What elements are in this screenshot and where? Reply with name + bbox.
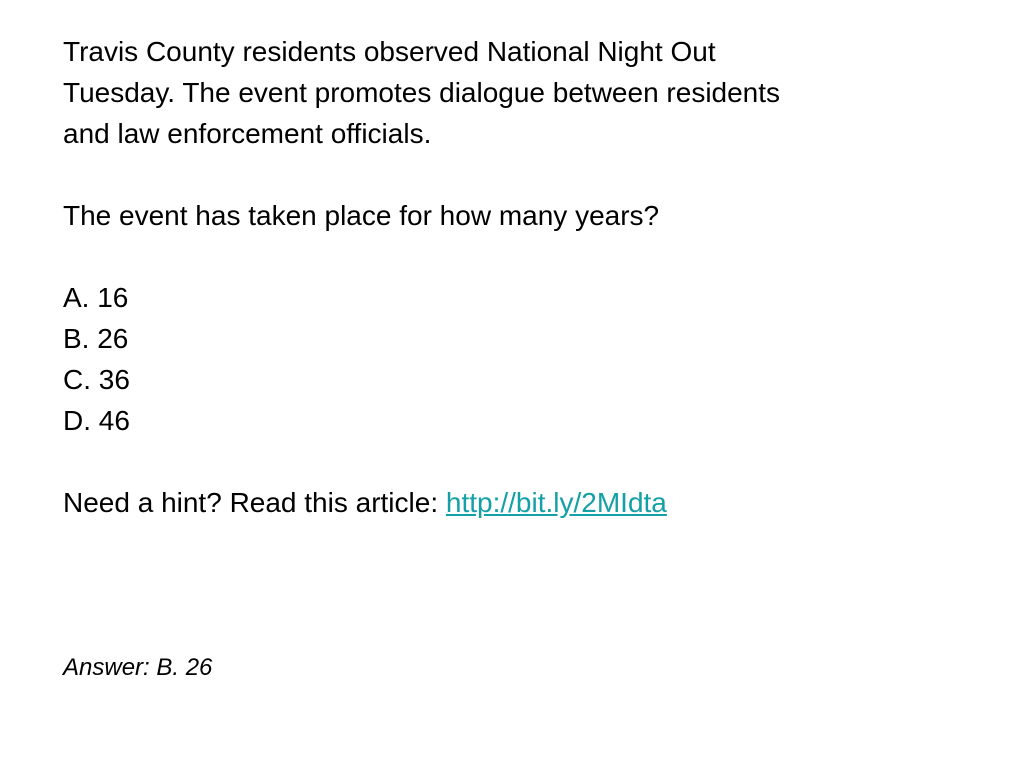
option-d: D. 46 [63,405,130,436]
hint-line [63,482,963,523]
slide-body [63,31,963,523]
hint-prefix: Need a hint? Read this article: [63,487,446,518]
option-c: C. 36 [63,364,130,395]
intro-line-1: Travis County residents observed National Night Out [63,36,716,67]
question-text: The event has taken place for how many years? [63,200,660,231]
intro-line-3: and law enforcement officials. [63,118,432,149]
answer-text: Answer: B. 26 [63,654,213,681]
option-b: B. 26 [63,323,129,354]
spacer [63,236,963,277]
hint-article-link[interactable]: http://bit.ly/2MIdta [445,487,667,518]
spacer [63,441,963,482]
spacer [63,154,963,195]
option-a: A. 16 [63,282,129,313]
intro-line-2: Tuesday. The event promotes dialogue between residents [63,77,781,108]
